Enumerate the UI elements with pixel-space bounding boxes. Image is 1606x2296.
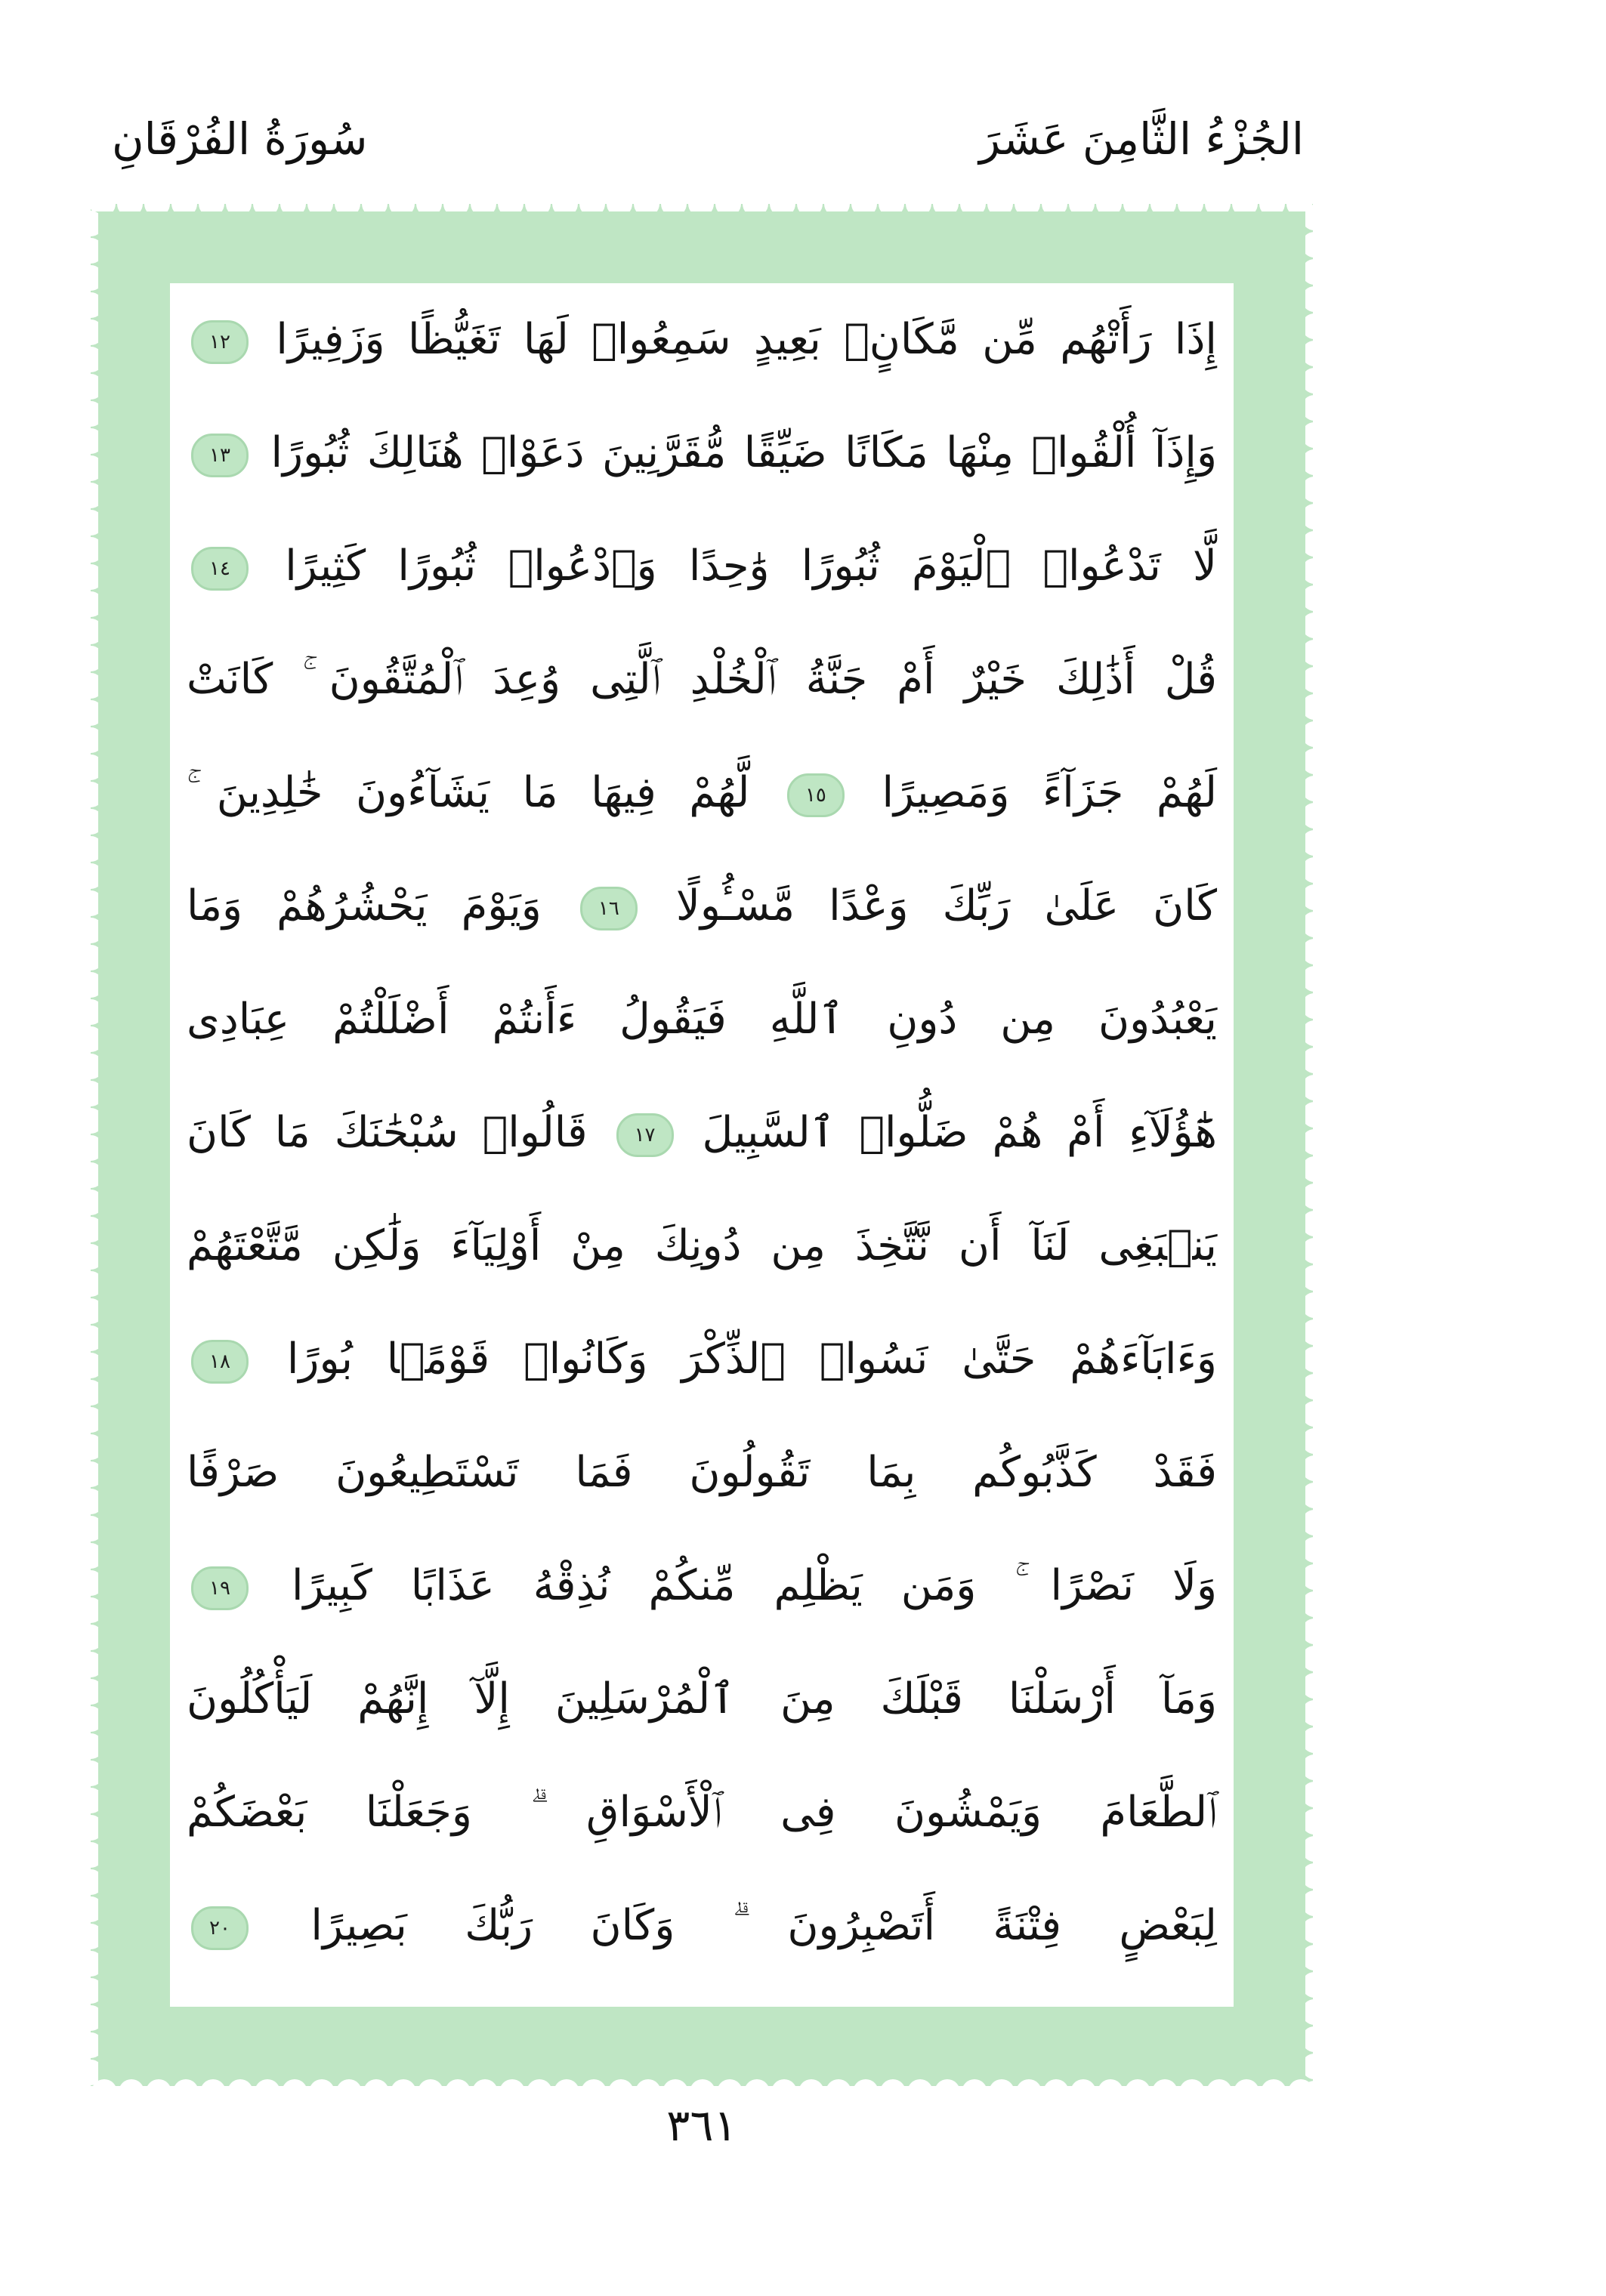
verse-line-8 [187,1076,1217,1190]
ayah-number-marker: ١٣ [191,434,249,477]
verse-line-10 [187,1303,1217,1416]
juz-title: الجُزْءُ الثَّامِنَ عَشَرَ [979,113,1304,165]
verse-text: ٱلطَّعَامَ وَيَمْشُونَ فِى ٱلْأَسْوَاقِ ۗ وَجَعَلْنَا بَعْضَكُمْ [187,1788,1217,1837]
ayah-number-marker: ٢٠ [191,1906,249,1950]
verse-text: إِذَا رَأَتْهُم مِّن مَّكَانٍۭ بَعِيدٍ سَمِعُوا۟ لَهَا تَغَيُّظًا وَزَفِيرًا [276,315,1217,364]
verse-text: لِبَعْضٍ فِتْنَةً أَتَصْبِرُونَ ۗ وَكَانَ رَبُّكَ بَصِيرًا [310,1901,1217,1950]
verse-text: وَإِذَآ أُلْقُوا۟ مِنْهَا مَكَانًا ضَيِّقًا مُّقَرَّنِينَ دَعَوْا۟ هُنَالِكَ ثُبُورًا [270,428,1217,477]
verse-text-continued: قَالُوا۟ سُبْحَٰنَكَ مَا كَانَ [187,1108,588,1157]
verse-line-2 [187,397,1217,510]
verse-text: يَعْبُدُونَ مِن دُونِ ٱللَّهِ فَيَقُولُ ءَأَنتُمْ أَضْلَلْتُمْ عِبَادِى [187,995,1217,1044]
verse-text: لَّا تَدْعُوا۟ ٱلْيَوْمَ ثُبُورًا وَٰحِدًا وَٱدْعُوا۟ ثُبُورًا كَثِيرًا [285,542,1217,591]
verse-line-4 [187,623,1217,736]
verse-text: وَءَابَآءَهُمْ حَتَّىٰ نَسُوا۟ ٱلذِّكْرَ وَكَانُوا۟ قَوْمًۢا بُورًا [286,1335,1217,1384]
verse-line-11 [187,1416,1217,1529]
ayah-number-marker: ١٧ [616,1113,674,1157]
verse-text-continued: لَّهُمْ فِيهَا مَا يَشَآءُونَ خَٰلِدِينَ ۚ [187,768,750,817]
ayah-number-marker: ١٦ [580,887,638,930]
ayah-number-marker: ١٤ [191,547,249,591]
verse-line-12 [187,1529,1217,1643]
verse-line-5 [187,736,1217,850]
verse-line-6 [187,850,1217,963]
verse-line-1 [187,283,1217,397]
verse-line-3 [187,510,1217,623]
verse-text: هَٰٓؤُلَآءِ أَمْ هُمْ ضَلُّوا۟ ٱلسَّبِيلَ [702,1108,1218,1157]
verse-text-continued: وَيَوْمَ يَحْشُرُهُمْ وَمَا [187,881,542,930]
verse-text: لَهُمْ جَزَآءً وَمَصِيرًا [882,768,1218,817]
verse-text: وَلَا نَصْرًا ۚ وَمَن يَظْلِم مِّنكُمْ نُذِقْهُ عَذَابًا كَبِيرًا [291,1561,1217,1610]
verse-text: وَمَآ أَرْسَلْنَا قَبْلَكَ مِنَ ٱلْمُرْسَلِينَ إِلَّآ إِنَّهُمْ لَيَأْكُلُونَ [187,1674,1217,1724]
verse-line-13 [187,1643,1217,1756]
ayah-number-marker: ١٥ [787,773,845,817]
ayah-number-marker: ١٩ [191,1566,249,1610]
verse-line-14 [187,1756,1217,1869]
ayah-number-marker: ١٢ [191,320,249,364]
surah-title: سُورَةُ الفُرْقَانِ [112,113,368,165]
verse-text: كَانَ عَلَىٰ رَبِّكَ وَعْدًا مَّسْـُٔولًا [675,881,1217,930]
verse-text: يَنۢبَغِى لَنَآ أَن نَّتَّخِذَ مِن دُونِكَ مِنْ أَوْلِيَآءَ وَلَٰكِن مَّتَّعْتَهُمْ [187,1221,1217,1270]
ayah-number-marker: ١٨ [191,1340,249,1384]
verse-line-7 [187,963,1217,1076]
verse-text: قُلْ أَذَٰلِكَ خَيْرٌ أَمْ جَنَّةُ ٱلْخُلْدِ ٱلَّتِى وُعِدَ ٱلْمُتَّقُونَ ۚ كَانَتْ [187,655,1217,704]
verse-line-9 [187,1190,1217,1303]
page-number: ٣٦١ [666,2100,737,2151]
verse-line-15 [187,1869,1217,1983]
page-frame [91,204,1313,2086]
verse-text: فَقَدْ كَذَّبُوكُم بِمَا تَقُولُونَ فَمَا تَسْتَطِيعُونَ صَرْفًا [187,1448,1217,1497]
text-area [170,283,1234,2007]
